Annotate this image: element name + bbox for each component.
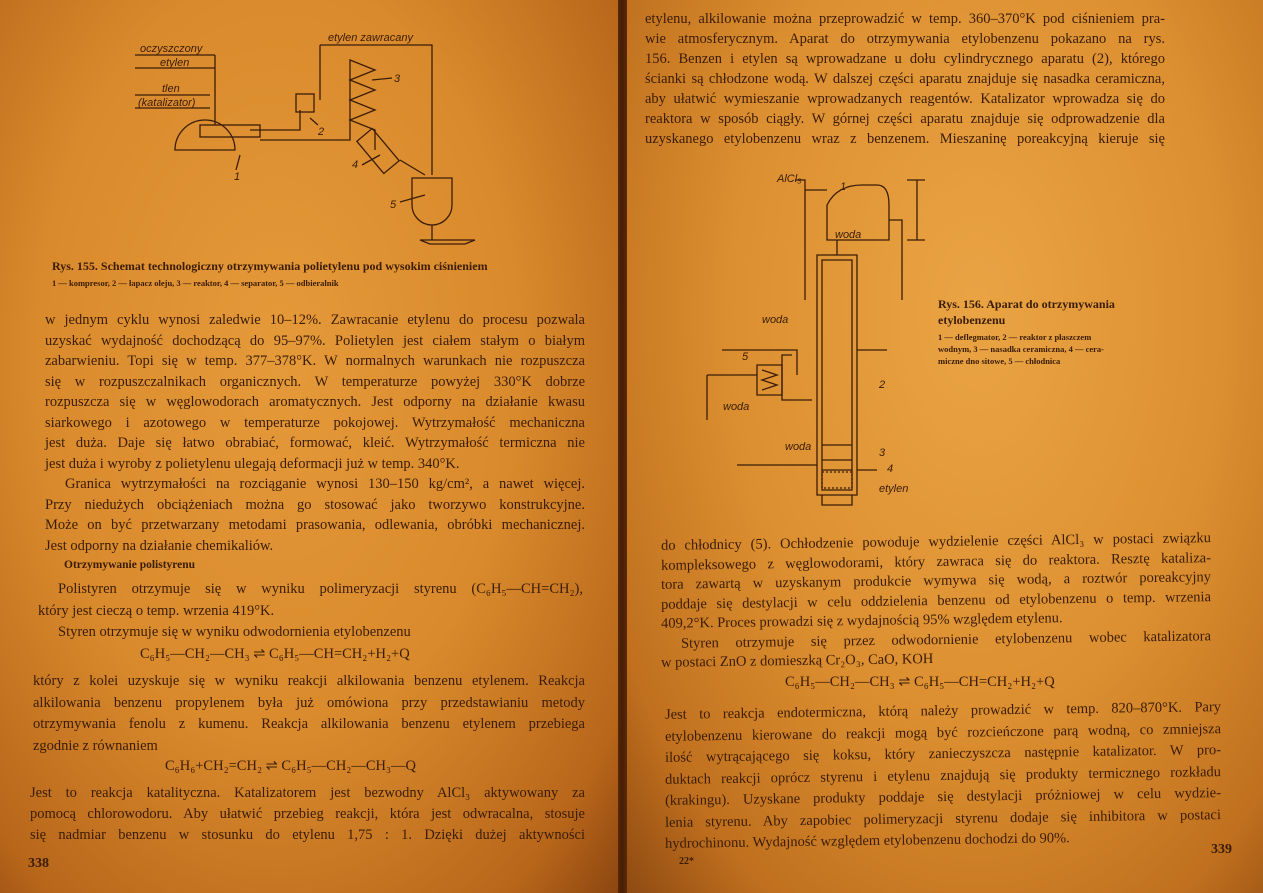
equation-styrene: C₆H₅—CH₂—CH₃ ⇌ C₆H₅—CH=CH₂+H₂+Q (785, 674, 1055, 690)
text-line: (krakingu). Uzyskane produkty poddaje się destylacji próżniowej w celu wydzie- (664, 785, 1222, 809)
label-katalizator: (katalizator) (138, 97, 196, 109)
right-page-339 (627, 0, 1263, 893)
text-line: Polistyren otrzymuje się w wyniku polimeryzacji styrenu (C₆H₅—CH=CH₂), (58, 581, 583, 597)
text-line: Styren otrzymuje się przez odwodornienie etylobenzenu wobec katalizatora (680, 627, 1212, 652)
equation-alkylation: C₆H₆+CH₂=CH₂ ⇌ C₆H₅—CH₂—CH₃—Q (165, 758, 417, 774)
text-line: duktach reakcji oprócz styrenu i etylenu znajdują się produkty termicznego rozkładu (664, 763, 1222, 788)
label-3: 3 (879, 447, 886, 459)
text-line: poddaje się destylacji w celu oddzielenia benzenu od etylobenzenu o temp. wrzenia (660, 588, 1212, 613)
label-woda-3: woda (723, 401, 750, 413)
figure-156-caption-cont: etylobenzenu (938, 313, 1006, 327)
text-line: zgodnie z równaniem (33, 737, 158, 754)
text-line: 409,2°K. Proces prowadzi się z wydajnością 95% względem etylenu. (660, 610, 1063, 632)
figure-155-polyethylene-process-diagram (0, 0, 618, 250)
label-4: 4 (887, 463, 894, 475)
label-2: 2 (879, 379, 886, 391)
text-line: Jest to reakcja endotermiczna, którą należy prowadzić w temp. 820–870°K. Pary (664, 699, 1222, 723)
figure-156-ethylbenzene-apparatus-diagram (627, 160, 927, 520)
text-line: pomocą chlorowodoru. Aby ułatwić przebieg reakcji, która jest odwracalna, stosuje (30, 806, 585, 822)
label-woda-1: woda (835, 229, 862, 241)
text-line: Jest odporny na działanie chemikaliów. (45, 537, 274, 554)
text-line: etylenu, alkilowanie można przeprowadzić w temp. 360–370°K pod ciśnieniem pra- (645, 11, 1165, 27)
label-woda-2: woda (762, 314, 789, 326)
text-line: 1 — deflegmator, 2 — reaktor z płaszczem (938, 332, 1092, 342)
text-line: który z kolei uzyskuje się w wyniku reakcji alkilowania benzenu etylenem. Reakcja (33, 673, 585, 689)
text-line: uzyskać wydajność dochodzącą do 95–97%. Polietylen jest ciałem stałym o białym (45, 332, 585, 349)
text-line: aby ułatwić wymieszanie wprowadzanych reagentów. Katalizator wprowadza się do (645, 91, 1165, 107)
text-line: który jest cieczą o temp. wrzenia 419°K. (38, 602, 275, 619)
text-line: Jest to reakcja katalityczna. Katalizatorem jest bezwodny AlCl₃ aktywowany za (30, 785, 585, 801)
label-5: 5 (742, 351, 749, 363)
text-line: w postaci ZnO z domieszką Cr₂O₃, CaO, KOH (660, 651, 934, 671)
label-3: 3 (394, 73, 401, 85)
text-line: zabarwieniu. Topi się w temp. 377–378°K. W normalnych warunkach nie rozpuszcza (45, 353, 585, 369)
section-heading: Otrzymywanie polistyrenu (64, 559, 196, 571)
label-5: 5 (390, 199, 397, 211)
text-line: do chłodnicy (5). Ochłodzenie powoduje wydzielenie części AlCl₃ w postaci związku (660, 530, 1212, 554)
text-line: się w rozpuszczalnikach organicznych. W temperaturze powyżej 330°K dobrze (45, 373, 585, 390)
signature-mark: 22* (679, 856, 694, 867)
text-line: ścianki są chłodzone wodą. W dalszej części aparatu znajduje się nasadka ceramiczna, (645, 71, 1165, 87)
equation-dehydrogenation: C₆H₅—CH₂—CH₃ ⇌ C₆H₅—CH=CH₂+H₂+Q (140, 646, 410, 662)
text-line: Przy niedużych obciążeniach można go stosować jako tworzywo konstrukcyjne. (45, 496, 585, 513)
text-line: Styren otrzymuje się w wyniku odwodornienia etylobenzenu (58, 624, 411, 640)
label-4: 4 (352, 159, 359, 171)
page-number-right: 339 (1211, 842, 1232, 857)
text-line: Granica wytrzymałości na rozciąganie wynosi 130–150 kg/cm², a nawet więcej. (65, 476, 585, 492)
text-line: uzyskanego etylobenzenu wraz z benzenem. Mieszaninę poreakcyjną kieruje się (645, 131, 1165, 147)
label-etylen: etylen (160, 57, 190, 69)
text-line: siarkowego i azotowego w temperaturze pokojowej. Wytrzymałość mechaniczna (45, 414, 585, 431)
label-woda-4: woda (785, 441, 812, 453)
text-line: w jednym cyklu wynosi zaledwie 10–12%. Zawracanie etylenu do procesu pozwala (45, 312, 585, 328)
label-alcl3: AlCl₃ (777, 173, 802, 185)
text-line: hydrochinonu. Wydajność względem etylobenzenu dochodzi do 90%. (664, 830, 1070, 852)
text-line: 156. Benzen i etylen są wprowadzane u dołu cylindrycznego aparatu (2), którego (645, 51, 1165, 67)
label-etylen-zawracany: etylen zawracany (328, 32, 413, 44)
label-1: 1 (840, 181, 847, 193)
text-line: Może on być przetwarzany metodami prasowania, odlewania, obróbki mechanicznej. (45, 517, 585, 533)
text-line: miczne dno sitowe, 5 — chłodnica (938, 356, 1061, 366)
figure-156-caption: Rys. 156. Aparat do otrzymywania (938, 297, 1115, 311)
label-1: 1 (234, 171, 241, 183)
text-line: jest duża. Daje się łatwo obrabiać, formować, kleić. Wytrzymałość termiczna nie (45, 435, 585, 451)
left-page-338 (0, 0, 618, 893)
page-number-left: 338 (28, 856, 49, 871)
text-line: wie atmosferycznym. Aparat do otrzymywania etylobenzenu pokazano na rys. (645, 31, 1165, 47)
text-line: się nadmiar benzenu w stosunku do etylenu 1,75 : 1. Dzięki dużej aktywności (30, 827, 585, 843)
text-line: kompleksowego z węglowodorami, który zawraca się do reaktora. Resztę kataliza- (660, 549, 1212, 574)
text-line: jest duża i wyroby z polietylenu ulegają deformacji już w temp. 340°K. (45, 455, 460, 472)
text-line: etylobenzenu kierowane do reakcji mogą być rozcieńczone parą wodną, co zmniejsza (664, 720, 1222, 745)
text-line: ilość wytrącającego się koksu, który zanieczyszcza następnie katalizator. W pro- (664, 742, 1222, 766)
label-tlen: tlen (162, 83, 180, 95)
text-line: wodnym, 3 — nasadka ceramiczna, 4 — cera- (938, 344, 1104, 354)
figure-155-caption: Rys. 155. Schemat technologiczny otrzymywania polietylenu pod wysokim ciśnieniem (52, 259, 488, 273)
text-line: tora zawartą w uzyskanym produkcie wymywa się wodą, a roztwór poreakcyjny (660, 569, 1212, 593)
text-line: alkilowania benzenu propylenem była już omówiona przy przedstawianiu metody (33, 694, 585, 711)
figure-155-legend: 1 — kompresor, 2 — łapacz oleju, 3 — reaktor, 4 — separator, 5 — odbieralnik (52, 278, 339, 288)
text-line: reaktora w sposób ciągły. W górnej części aparatu znajduje się odprowadzenie dla (645, 111, 1165, 127)
label-2: 2 (318, 126, 325, 138)
text-line: otrzymywania fenolu z kumenu. Reakcja alkilowania benzenu etylenem przebiega (33, 716, 585, 732)
text-line: lenia styrenu. Aby zapobiec polimeryzacji styrenu dodaje się inhibitora w postaci (664, 806, 1222, 831)
label-oczyszczony: oczyszczony (140, 43, 203, 55)
text-line: rozpuszcza się w węglowodorach aromatycznych. Jest odporny na działanie kwasu (45, 394, 585, 410)
label-etylen: etylen (879, 483, 909, 495)
